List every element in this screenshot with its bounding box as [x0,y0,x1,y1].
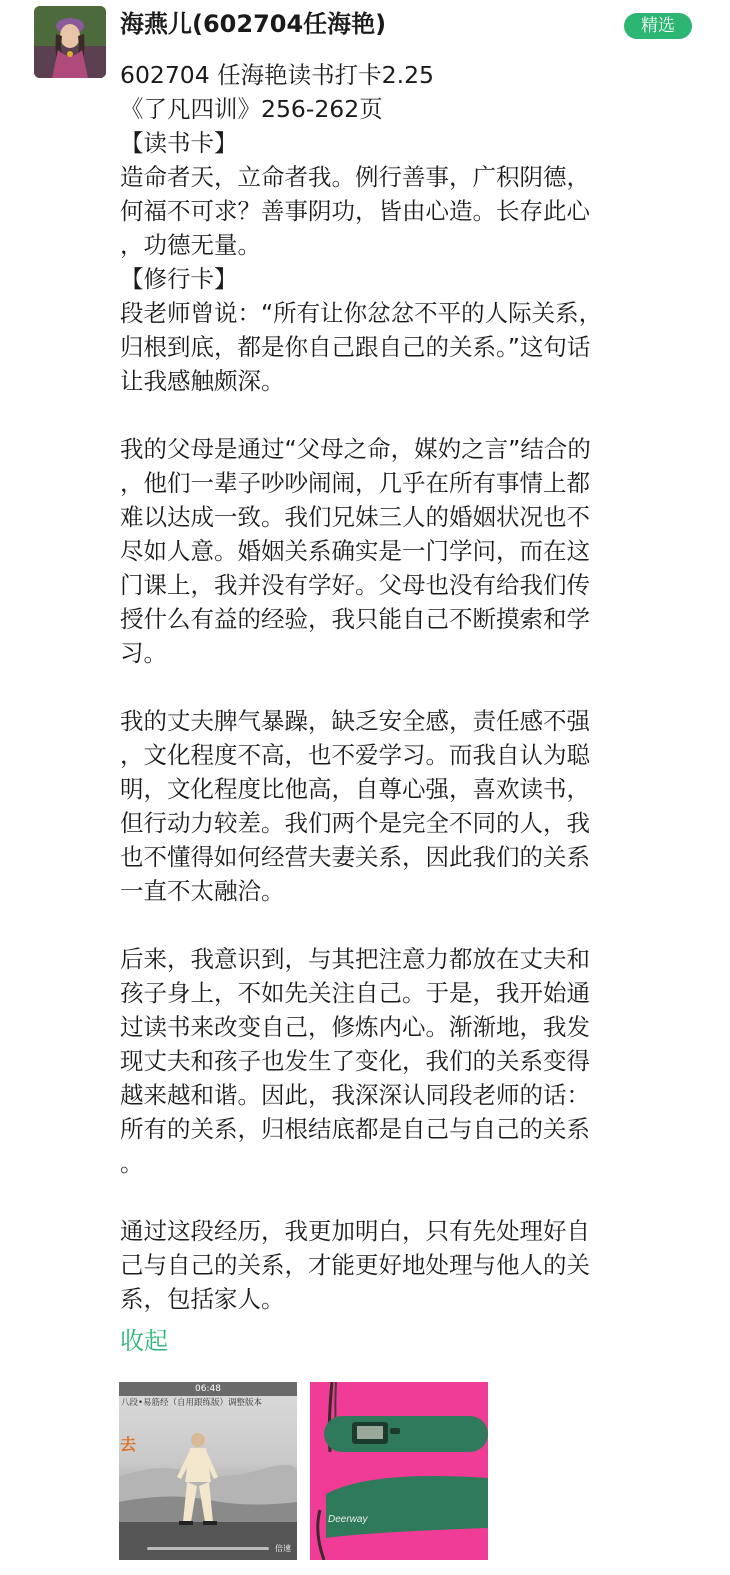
post-text-line: 过读书来改变自己，修炼内心。渐渐地，我发 [120,1013,590,1041]
post-text-line: 造命者天，立命者我。例行善事，广积阴德， [120,163,590,191]
post-text-line: 一直不太融洽。 [120,877,285,905]
post-text-line: 归根到底，都是你自己跟自己的关系。”这句话 [120,333,591,361]
post-text-line: 通过这段经历，我更加明白，只有先处理好自 [120,1217,590,1245]
post-text-line: 系，包括家人。 [120,1285,285,1313]
post-text-line: 我的丈夫脾气暴躁，缺乏安全感，责任感不强 [120,707,590,735]
video-time: 06:48 [195,1384,221,1394]
video-frame-image [119,1382,297,1560]
post-text-line: 现丈夫和孩子也发生了变化，我们的关系变得 [120,1047,590,1075]
video-title: 八段•易筋经（自用跟练版）调整版本 [121,1398,263,1408]
post-text-line: 难以达成一致。我们兄妹三人的婚姻状况也不 [120,503,590,531]
post-text-line: 己与自己的关系，才能更好地处理与他人的关 [120,1251,590,1279]
post-text-line: 越来越和谐。因此，我深深认同段老师的话： [120,1081,590,1109]
post-text-line: 何福不可求？善事阴功，皆由心造。长存此心 [120,197,590,225]
post-text-line: 602704 任海艳读书打卡2.25 [120,61,435,89]
post-text-line: 也不懂得如何经营夫妻关系，因此我们的关系 [120,843,590,871]
post-text-line: 明，文化程度比他高，自尊心强，喜欢读书， [120,775,590,803]
video-progress-bar[interactable] [147,1547,269,1550]
paragraph-spacer [120,670,700,704]
post-text-line: ，他们一辈子吵吵闹闹，几乎在所有事情上都 [120,469,590,497]
post-text-line: 后来，我意识到，与其把注意力都放在丈夫和 [120,945,590,973]
post-text-line: 【修行卡】 [120,265,238,293]
paragraph-spacer [120,908,700,942]
paragraph-spacer [120,398,700,432]
collapse-button[interactable]: 收起 [120,1327,168,1355]
post-text-line: 但行动力较差。我们两个是完全不同的人，我 [120,809,590,837]
jump-rope-photo [310,1382,488,1560]
post-text-line: 。 [120,1149,144,1177]
post-text-line: ，功德无量。 [120,231,261,259]
post-content [120,58,700,1316]
photo-thumbnail[interactable] [310,1382,488,1560]
post-text-line: ，文化程度不高，也不爱学习。而我自认为聪 [120,741,590,769]
paragraph-spacer [120,1180,700,1214]
post-text-line: 所有的关系，归根结底都是自己与自己的关系 [120,1115,590,1143]
video-overlay-mark: 去 [120,1435,137,1454]
post-text-line: 我的父母是通过“父母之命，媒妁之言”结合的 [120,435,591,463]
avatar[interactable] [34,6,106,78]
post-text-line: 让我感触颇深。 [120,367,285,395]
video-speed[interactable]: 倍速 [275,1544,291,1553]
video-thumbnail[interactable] [119,1382,297,1560]
post-text-line: 习。 [120,639,167,667]
post-text-line: 门课上，我并没有学好。父母也没有给我们传 [120,571,590,599]
post-text-line: 《了凡四训》256-262页 [120,95,383,123]
photo-brand-text: Deerway [328,1514,368,1525]
post-text-line: 授什么有益的经验，我只能自己不断摸索和学 [120,605,590,633]
featured-badge: 精选 [624,13,692,39]
avatar-image [34,6,106,78]
username[interactable]: 海燕儿(602704任海艳) [120,10,387,38]
post-text-line: 段老师曾说：“所有让你忿忿不平的人际关系， [120,299,603,327]
post-text-line: 【读书卡】 [120,129,238,157]
post-text-line: 孩子身上，不如先关注自己。于是，我开始通 [120,979,590,1007]
post-text-line: 尽如人意。婚姻关系确实是一门学问，而在这 [120,537,590,565]
